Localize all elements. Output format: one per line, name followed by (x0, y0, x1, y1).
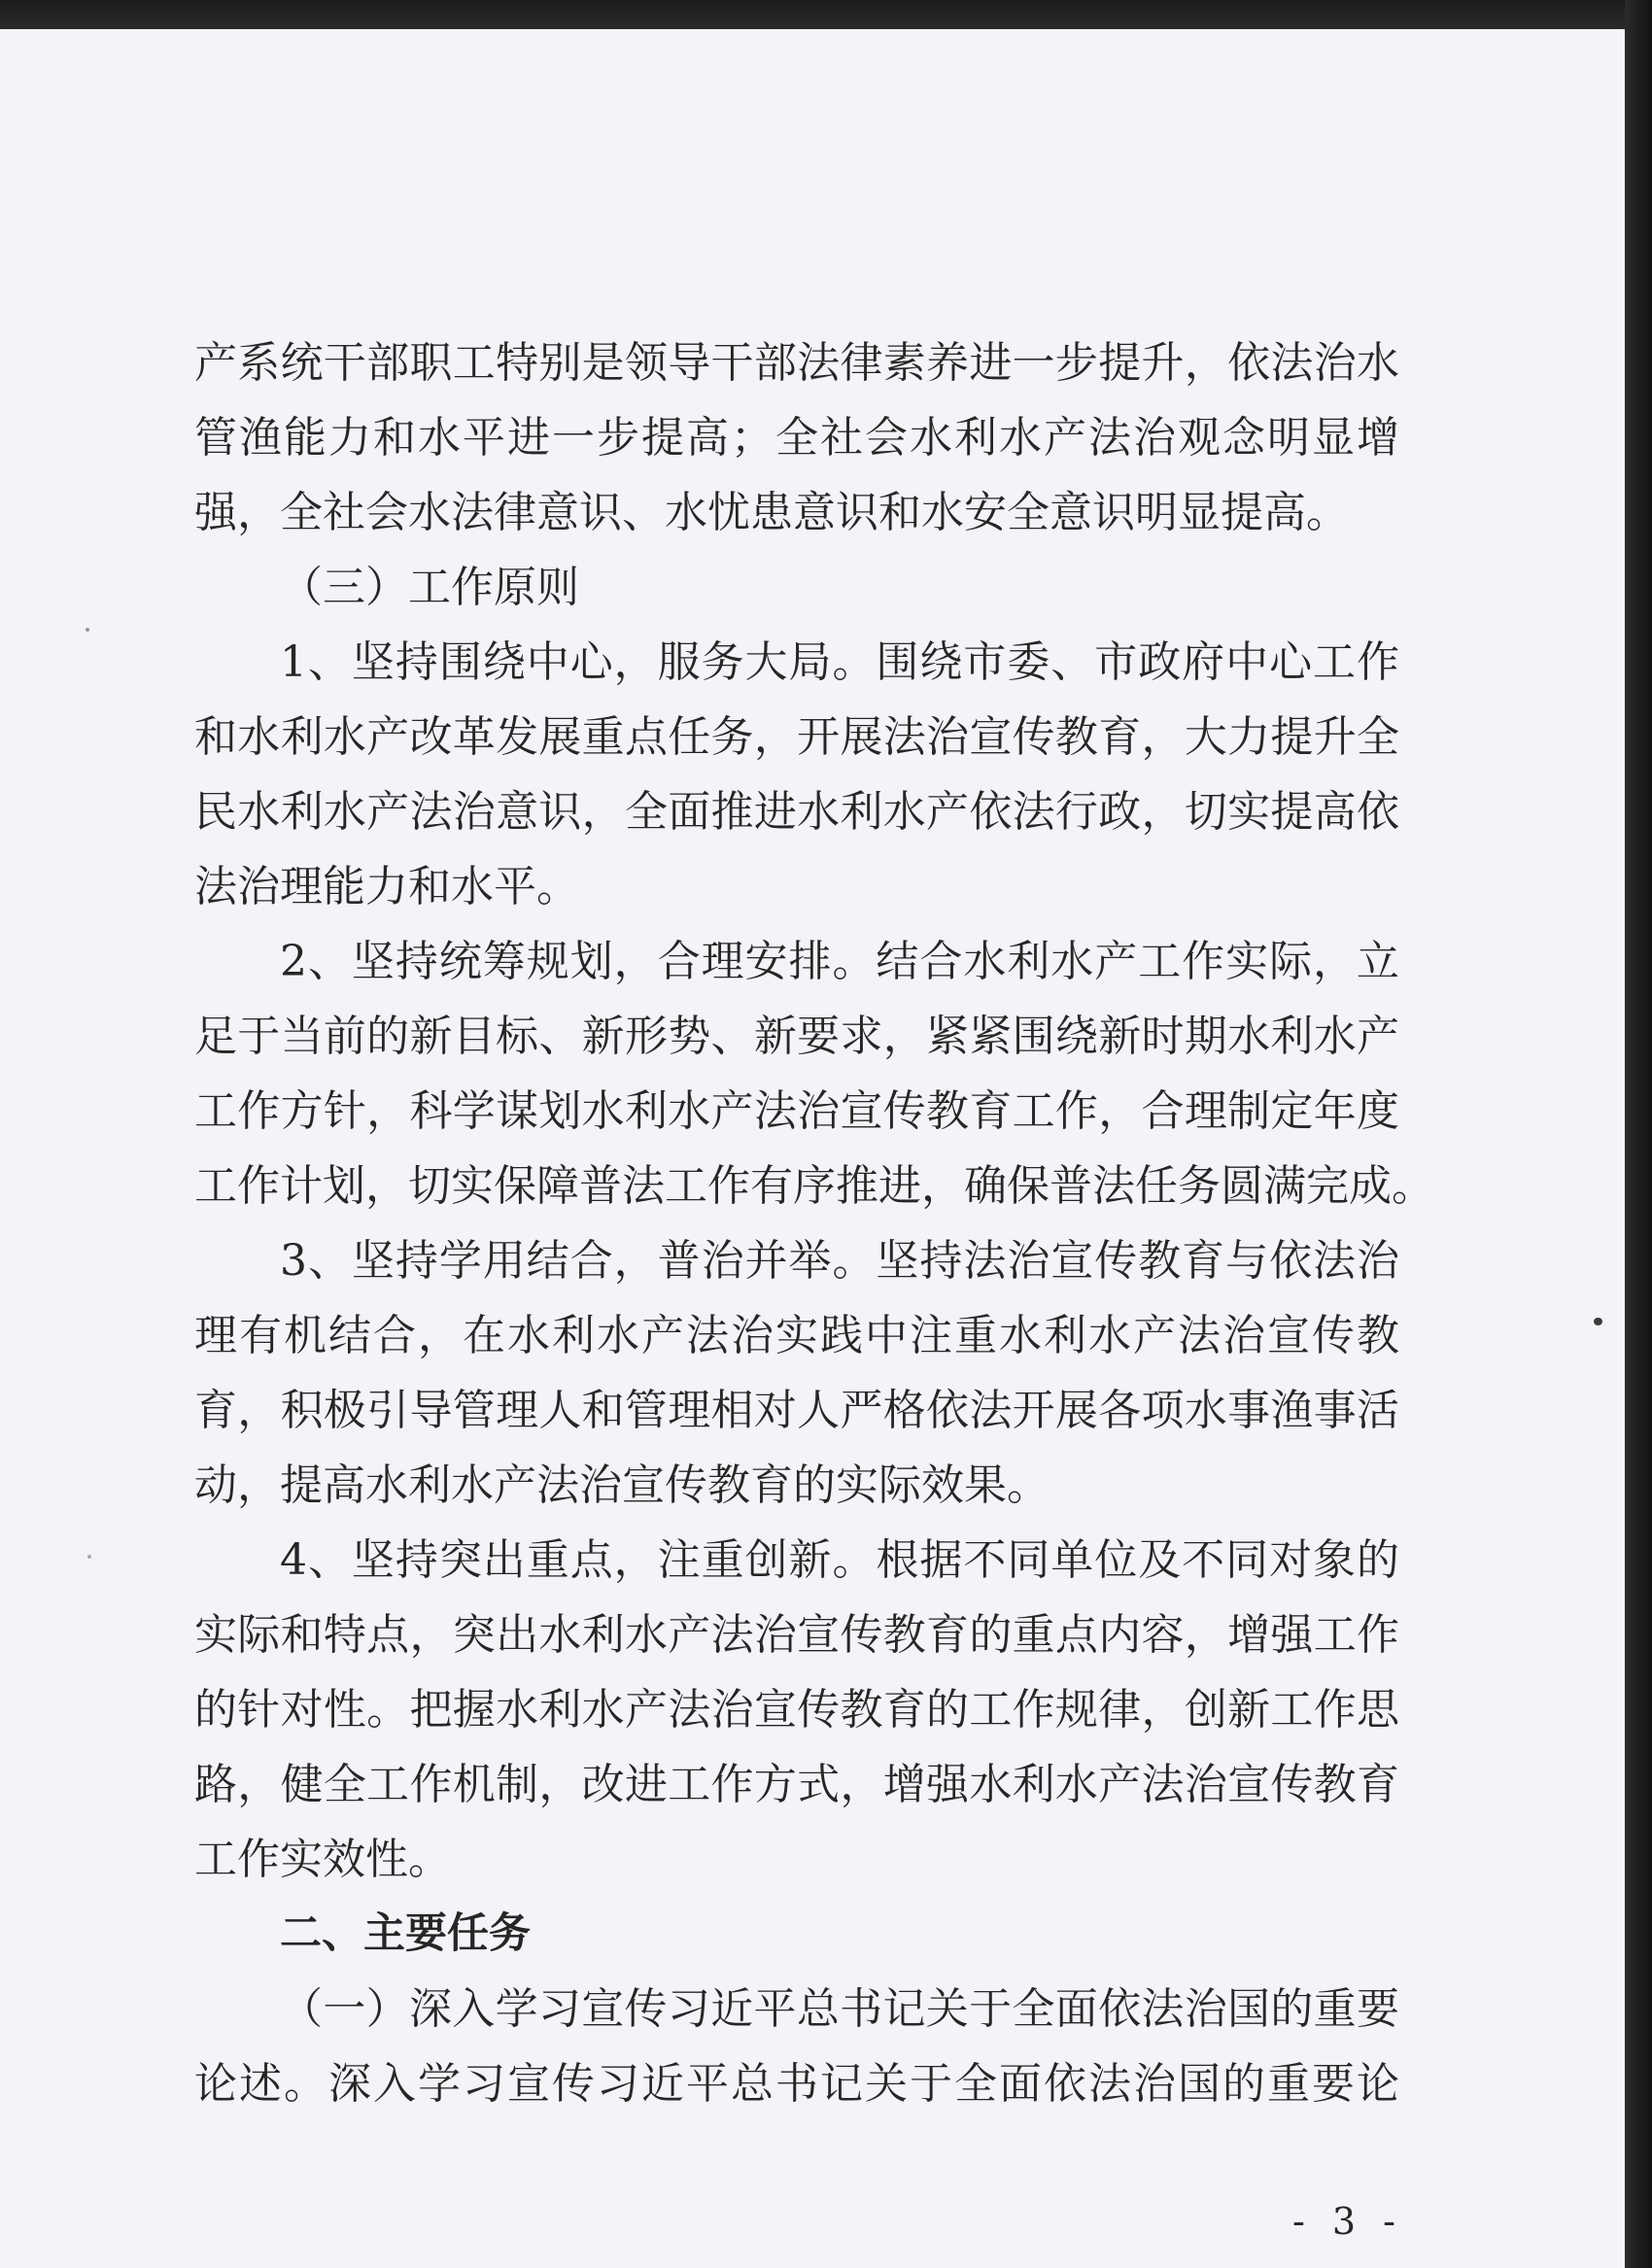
paragraph (194, 924, 1434, 1223)
paragraph (194, 1523, 1399, 1897)
scan-speck (87, 1555, 91, 1559)
text-line: 工作方针，科学谋划水利水产法治宣传教育工作，合理制定年度 (194, 1086, 1399, 1136)
text-line: 管渔能力和水平进一步提高；全社会水利水产法治观念明显增 (194, 413, 1399, 463)
text-line: 二、主要任务 (280, 1909, 531, 1958)
text-line: 1、坚持围绕中心，服务大局。围绕市委、市政府中心工作 (280, 637, 1399, 687)
text-line: 实际和特点，突出水利水产法治宣传教育的重点内容，增强工作 (194, 1610, 1399, 1660)
paragraph (194, 1223, 1399, 1523)
paragraph (194, 326, 1399, 550)
text-line: （一）深入学习宣传习近平总书记关于全面依法治国的重要 (280, 1984, 1399, 2034)
text-line: 强，全社会水法律意识、水忧患意识和水安全意识明显提高。 (194, 488, 1349, 537)
text-line: 工作实效性。 (194, 1835, 451, 1884)
scan-speck (86, 628, 89, 632)
scan-speck (1594, 1318, 1602, 1325)
text-line: 民水利水产法治意识，全面推进水利水产依法行政，切实提高依 (194, 787, 1399, 837)
scan-edge-top (0, 0, 1652, 29)
text-line: 足于当前的新目标、新形势、新要求，紧紧围绕新时期水利水产 (194, 1012, 1399, 1061)
document-body (194, 326, 1434, 2121)
text-line: 工作计划，切实保障普法工作有序推进，确保普法任务圆满完成。 (194, 1161, 1434, 1211)
text-line: 产系统干部职工特别是领导干部法律素养进一步提升，依法治水 (194, 338, 1399, 388)
scan-edge-right (1625, 0, 1652, 2268)
text-line: 4、坚持突出重点，注重创新。根据不同单位及不同对象的 (280, 1535, 1399, 1585)
paragraph (194, 625, 1399, 924)
page-number: - 3 - (1292, 2200, 1404, 2243)
text-line: 3、坚持学用结合，普治并举。坚持法治宣传教育与依法治 (280, 1236, 1399, 1286)
text-line: 路，健全工作机制，改进工作方式，增强水利水产法治宣传教育 (194, 1760, 1399, 1809)
text-line: 的针对性。把握水利水产法治宣传教育的工作规律，创新工作思 (194, 1685, 1399, 1735)
text-line: 法治理能力和水平。 (194, 862, 579, 911)
text-line: 育，积极引导管理人和管理相对人严格依法开展各项水事渔事活 (194, 1386, 1399, 1435)
text-line: 2、坚持统筹规划，合理安排。结合水利水产工作实际，立 (280, 937, 1399, 986)
text-line: 动，提高水利水产法治宣传教育的实际效果。 (194, 1460, 1050, 1510)
text-line: 和水利水产改革发展重点任务，开展法治宣传教育，大力提升全 (194, 712, 1399, 762)
subsection-heading (194, 550, 1399, 625)
text-line: 理有机结合，在水利水产法治实践中注重水利水产法治宣传教 (194, 1311, 1399, 1360)
section-heading (194, 1897, 1399, 1972)
text-line: 论述。深入学习宣传习近平总书记关于全面依法治国的重要论 (194, 2059, 1399, 2109)
paragraph (194, 1972, 1399, 2121)
text-line: （三）工作原则 (280, 563, 579, 612)
